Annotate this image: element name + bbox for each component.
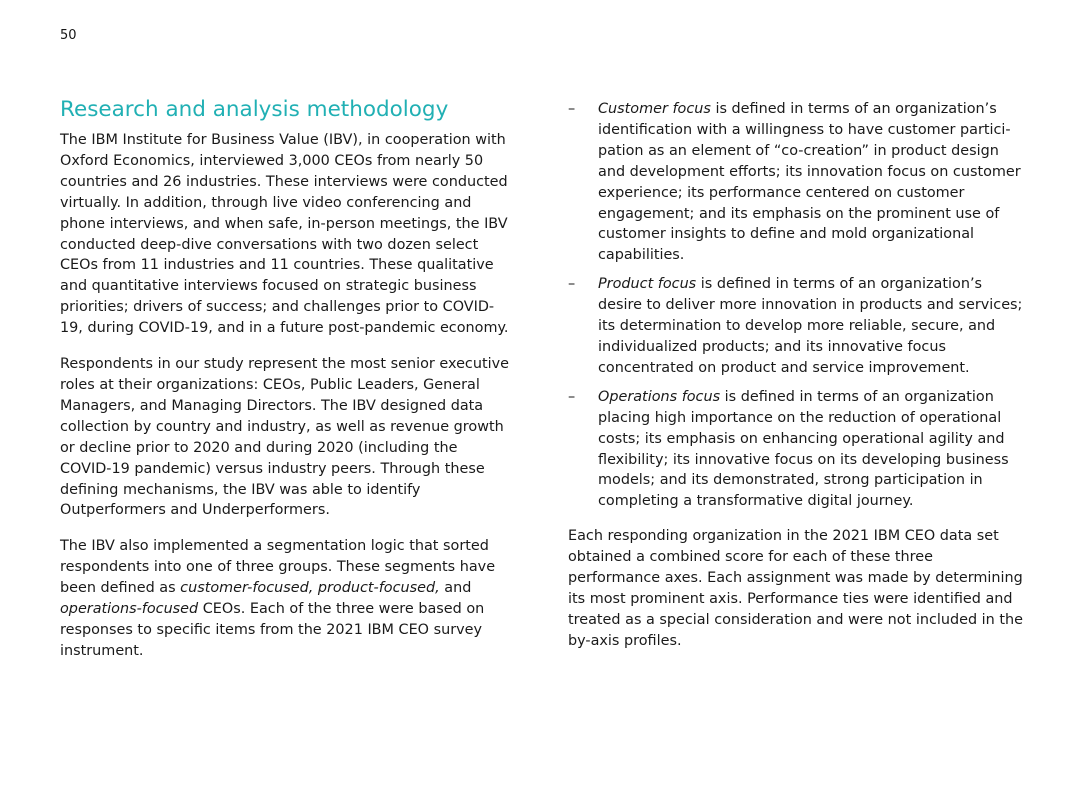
definition-operations-focus: is defined in terms of an organization placing high importance on the reduction of operational costs; its emphasis on enhancing operational agility and flexibility; its innovative focus on its developing business models; and its demonstrated, strong participation in completing a transformative digital journey. bbox=[598, 388, 1009, 510]
term-product-focus: Product focus bbox=[598, 276, 697, 293]
dash-bullet: – bbox=[568, 276, 576, 293]
right-column bbox=[568, 99, 1024, 667]
paragraph-intro: The IBM Institute for Business Value (IBV), in cooperation with Oxford Economics, interviewed 3,000 CEOs from nearly 50 countries and 26 industries. These interviews were conducted virtually. In addition, through live video conferencing and phone interviews, and when safe, in-person meetings, the IBV conducted deep-dive conversations with two dozen select CEOs from 11 industries and 11 countries. These qualitative and quantitative interviews focused on strategic business priorities; drivers of success; and challenges prior to COVID-19, during COVID-19, and in a future post-pandemic economy. bbox=[60, 132, 509, 337]
dash-bullet: – bbox=[568, 101, 576, 117]
segmentation-text-3: CEOs. Each of the three were based on responses to specific items from the 2021 IBM CEO survey instrument. bbox=[60, 601, 485, 659]
paragraph-respondents: Respondents in our study represent the most senior executive roles at their organizations: CEOs, Public Leaders, General Managers, and Managing Directors. The IBV designed data collection by country and industry, as well as revenue growth or decline prior to 2020 and during 2020 (including the COVID-19 pandemic) versus industry peers. Through these defining mechanisms, the IBV was able to identify Outperformers and Underperformers. bbox=[60, 356, 509, 519]
focus-definition-list bbox=[568, 99, 1024, 512]
segmentation-text-1: The IBV also implemented a segmentation logic that sorted respondents into one of three groups. These segments have been defined as bbox=[60, 538, 496, 597]
segmentation-emph-2: operations-focused bbox=[60, 601, 199, 618]
list-item-operations-focus bbox=[568, 387, 1024, 512]
paragraph-segmentation bbox=[60, 536, 512, 661]
page-number: 50 bbox=[60, 28, 77, 43]
definition-customer-focus: is defined in terms of an organization’s identification with a willingness to have customer participation as an element of “co-creation” in product design and development efforts; its innovation focus on customer experience; its performance centered on customer engagement; and its emphasis on the prominent use of customer insights to define and mold organizational capabilities. bbox=[598, 101, 1021, 264]
section-title: Research and analysis methodology bbox=[60, 97, 449, 122]
definition-product-focus: is defined in terms of an organization’s desire to deliver more innovation in products and services; its determination to develop more reliable, secure, and individualized products; and its innovative focus concentrated on product and service improvement. bbox=[598, 276, 1023, 376]
list-item-product-focus bbox=[568, 274, 1024, 379]
term-operations-focus: Operations focus bbox=[598, 388, 721, 405]
segmentation-emph-1: customer-focused, product-focused, bbox=[180, 580, 440, 597]
paragraph-scoring: Each responding organization in the 2021 IBM CEO data set obtained a combined score for each of these three performance axes. Each assignment was made by determining its most prominent axis. Performance ties were identified and treated as a special consideration and were not included in the by-axis profiles. bbox=[568, 528, 1023, 649]
term-customer-focus: Customer focus bbox=[598, 101, 711, 117]
list-item-customer-focus bbox=[568, 99, 1024, 266]
dash-bullet: – bbox=[568, 388, 576, 405]
segmentation-text-2: and bbox=[439, 580, 472, 597]
left-column bbox=[60, 96, 512, 677]
